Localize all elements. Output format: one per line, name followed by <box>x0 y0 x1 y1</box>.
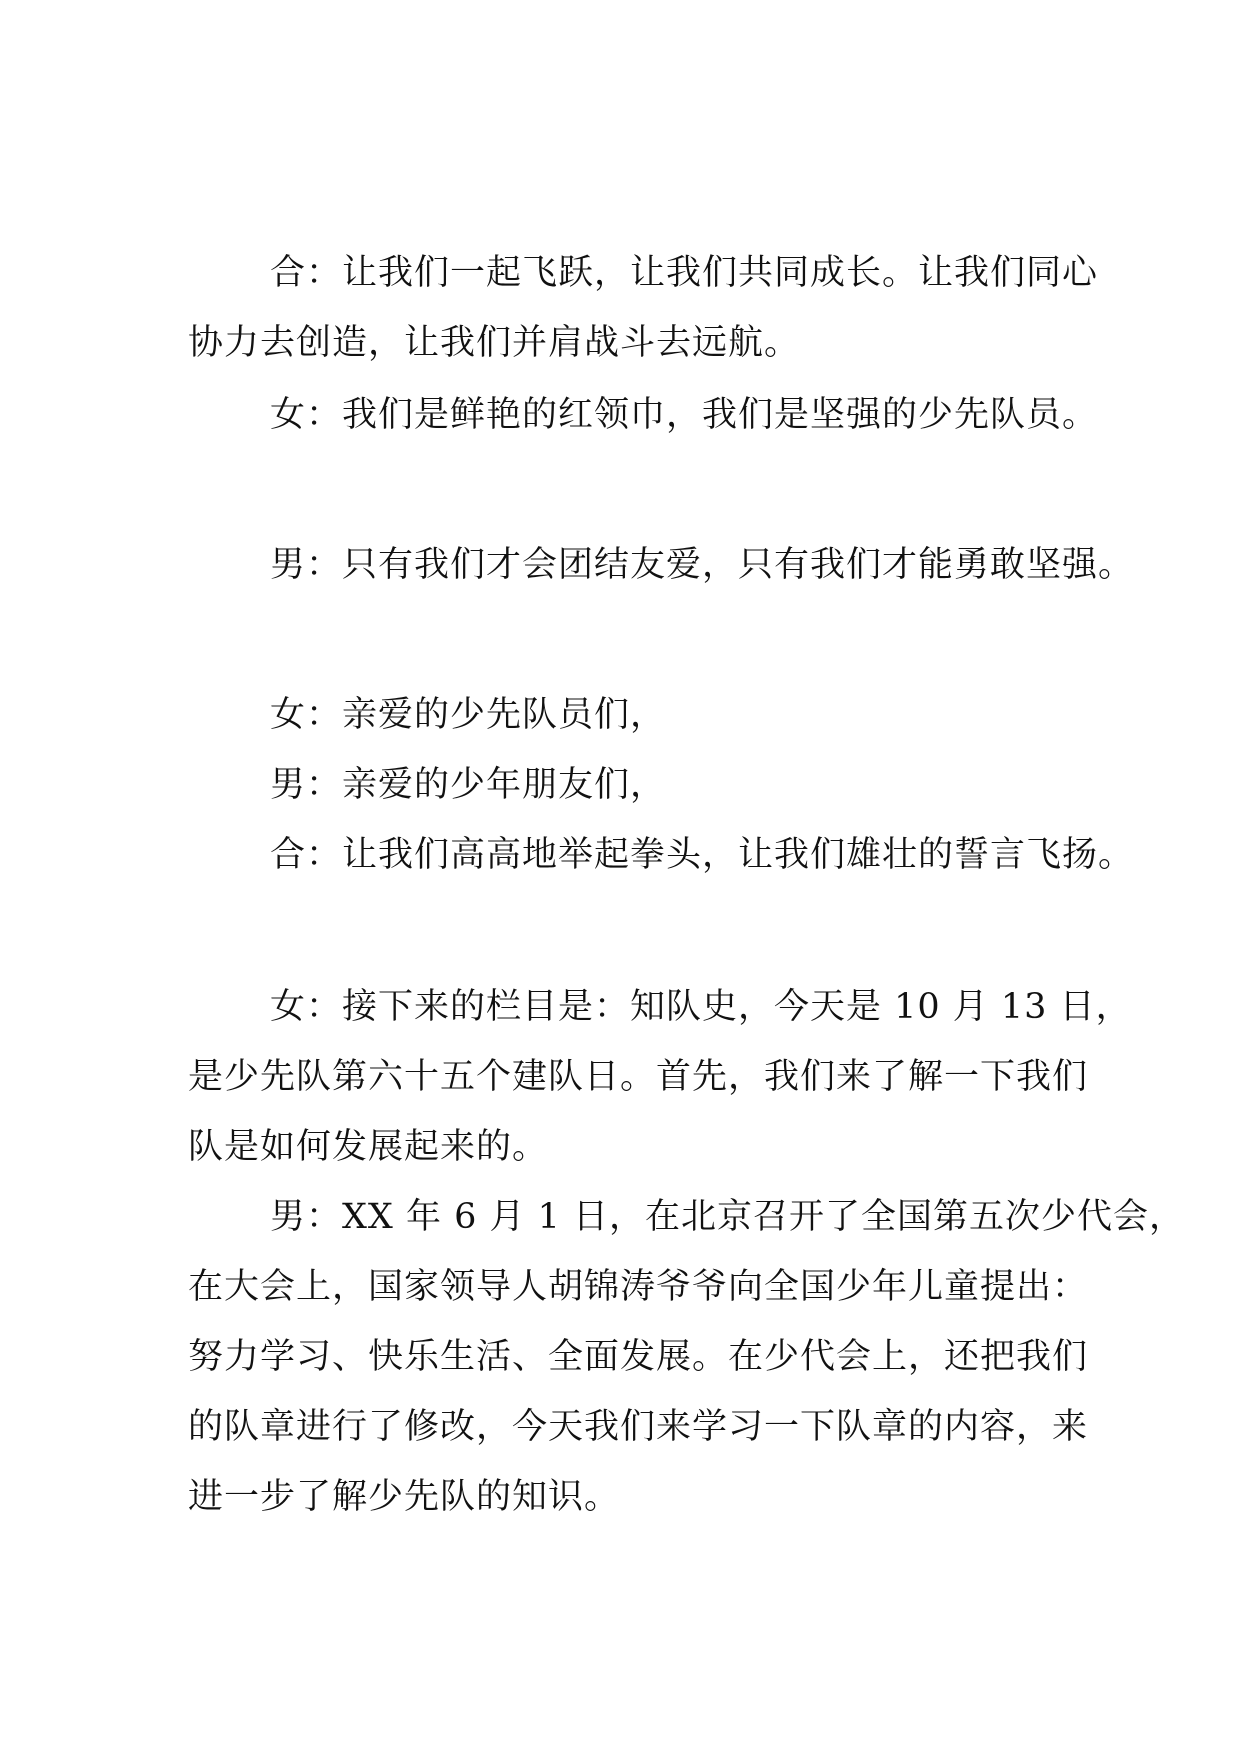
text-line: 是少先队第六十五个建队日。首先，我们来了解一下我们 <box>188 1057 1089 1097</box>
text-line: 队是如何发展起来的。 <box>188 1127 549 1167</box>
text-line: 的队章进行了修改，今天我们来学习一下队章的内容，来 <box>188 1407 1089 1447</box>
text-line: 合：让我们高高地举起拳头，让我们雄壮的誓言飞扬。 <box>270 835 1135 875</box>
text-line: 男：亲爱的少年朋友们， <box>270 765 667 805</box>
text-line: 在大会上，国家领导人胡锦涛爷爷向全国少年儿童提出： <box>188 1267 1089 1307</box>
text-line: 男：XX 年 6 月 1 日，在北京召开了全国第五次少代会， <box>270 1197 1185 1237</box>
text-line: 男：只有我们才会团结友爱，只有我们才能勇敢坚强。 <box>270 545 1135 585</box>
text-line: 进一步了解少先队的知识。 <box>188 1477 621 1517</box>
text-line: 努力学习、快乐生活、全面发展。在少代会上，还把我们 <box>188 1337 1089 1377</box>
text-line: 女：我们是鲜艳的红领巾，我们是坚强的少先队员。 <box>270 395 1099 435</box>
text-line: 女：亲爱的少先队员们， <box>270 695 667 735</box>
text-line: 合：让我们一起飞跃，让我们共同成长。让我们同心 <box>270 253 1099 293</box>
text-line: 协力去创造，让我们并肩战斗去远航。 <box>188 323 801 363</box>
text-line: 女：接下来的栏目是：知队史，今天是 10 月 13 日， <box>270 987 1132 1027</box>
